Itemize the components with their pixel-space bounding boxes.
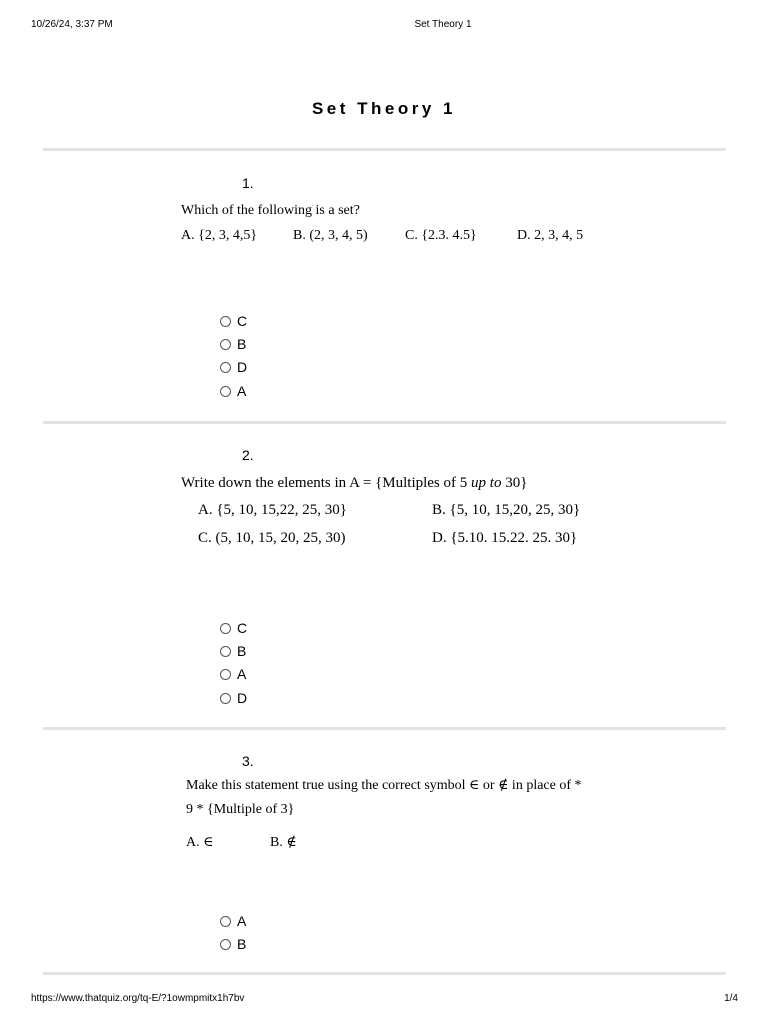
option-text-c: C. (5, 10, 15, 20, 25, 30) [198, 530, 346, 546]
question-number: 2. [242, 447, 254, 463]
choice-label: C [237, 313, 248, 329]
page-title: Set Theory 1 [311, 99, 457, 118]
radio-button[interactable] [220, 339, 231, 350]
radio-button[interactable] [220, 669, 231, 680]
radio-button[interactable] [220, 646, 231, 657]
prompt-italic: up to [471, 475, 502, 491]
answer-choice[interactable] [220, 912, 246, 930]
choice-label: A [237, 383, 247, 399]
radio-button[interactable] [220, 362, 231, 373]
answer-choice[interactable] [220, 358, 247, 376]
radio-button[interactable] [220, 386, 231, 397]
answer-choice[interactable] [220, 689, 247, 707]
choice-label: C [237, 620, 248, 636]
radio-button[interactable] [220, 316, 231, 327]
option-text-b: B. ∉ [270, 835, 297, 850]
answer-choice[interactable] [220, 935, 246, 953]
radio-button[interactable] [220, 693, 231, 704]
option-text-d: D. {5.10. 15.22. 25. 30} [432, 530, 578, 546]
radio-button[interactable] [220, 623, 231, 634]
choice-label: D [237, 359, 248, 375]
answer-choice[interactable] [220, 642, 246, 660]
radio-button[interactable] [220, 916, 231, 927]
option-text-d: D. 2, 3, 4, 5 [517, 228, 584, 243]
print-header-title: Set Theory 1 [414, 19, 472, 30]
choice-label: A [237, 666, 247, 682]
option-text-b: B. (2, 3, 4, 5) [293, 228, 368, 243]
divider [43, 421, 726, 424]
divider [43, 148, 726, 151]
question-number: 1. [242, 175, 254, 191]
prompt-prefix: Write down the elements in A = {Multiples of 5 [181, 475, 472, 491]
choice-label: B [237, 936, 247, 952]
divider [43, 972, 726, 975]
answer-choice[interactable] [220, 619, 247, 637]
option-text-a: A. {2, 3, 4,5} [181, 228, 258, 243]
prompt-suffix: 30} [501, 475, 528, 491]
print-date: 10/26/24, 3:37 PM [31, 19, 113, 30]
page-number: 1/4 [724, 993, 738, 1004]
divider [43, 727, 726, 730]
question-prompt [181, 475, 527, 492]
choice-label: B [237, 336, 247, 352]
radio-button[interactable] [220, 939, 231, 950]
answer-choice[interactable] [220, 312, 247, 330]
option-text-a: A. ∈ [186, 835, 214, 850]
choice-label: B [237, 643, 247, 659]
choice-label: A [237, 913, 247, 929]
question-prompt: Which of the following is a set? [181, 203, 360, 218]
page-url: https://www.thatquiz.org/tq-E/?1owmpmitx1h7bv [31, 993, 245, 1004]
choice-label: D [237, 690, 248, 706]
statement-text: 9 * {Multiple of 3} [186, 802, 295, 817]
option-text-b: B. {5, 10, 15,20, 25, 30} [432, 502, 581, 518]
question-prompt: Make this statement true using the correct symbol ∈ or ∉ in place of * [186, 778, 582, 793]
option-text-c: C. {2.3. 4.5} [405, 228, 477, 243]
answer-choice[interactable] [220, 335, 246, 353]
answer-choice[interactable] [220, 382, 246, 400]
answer-choice[interactable] [220, 665, 246, 683]
option-text-a: A. {5, 10, 15,22, 25, 30} [198, 502, 347, 518]
print-header [0, 19, 768, 33]
question-number: 3. [242, 753, 254, 769]
